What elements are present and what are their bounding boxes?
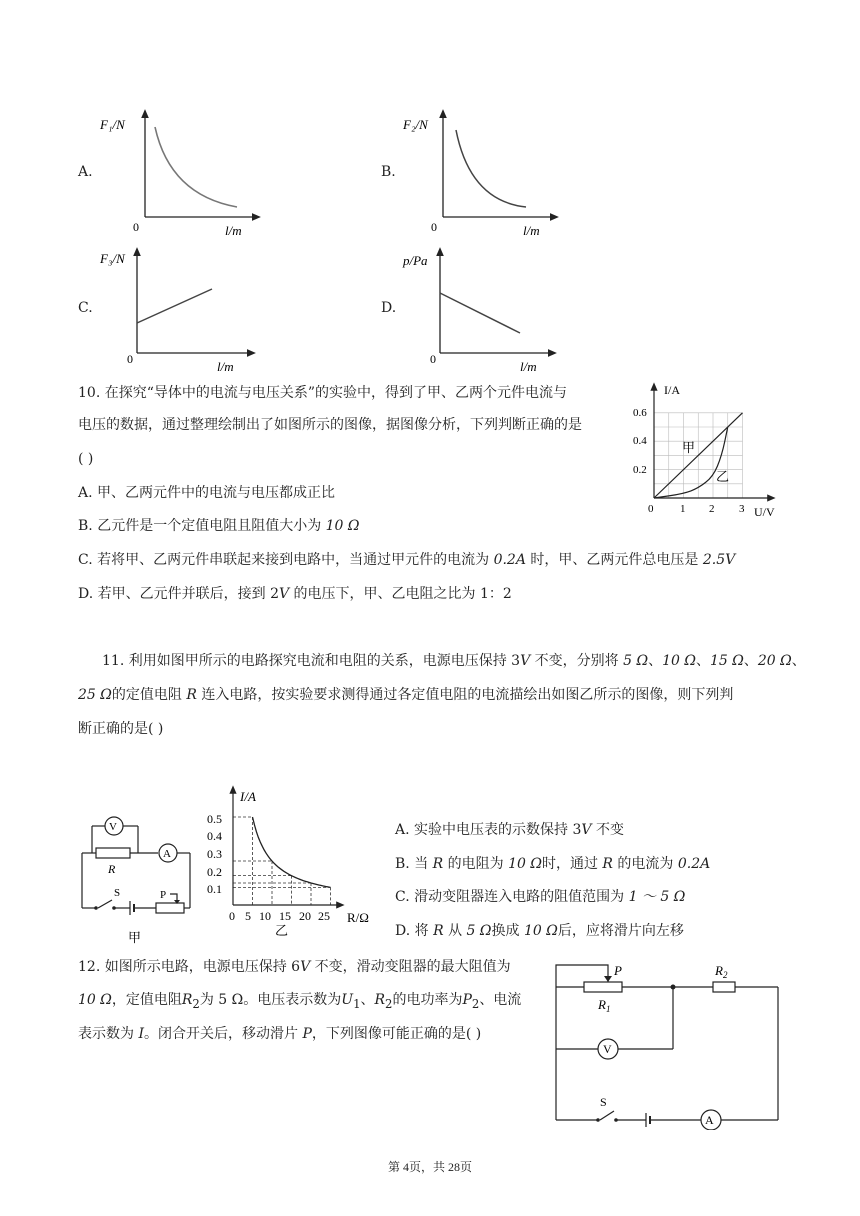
q10-stem-line1: 10. 在探究“导体中的电流与电压关系”的实验中，得到了甲、乙两个元件电流与 <box>78 385 568 401</box>
q11-graph-caption: 乙 <box>275 923 289 938</box>
q11-xtick: 10 <box>259 909 271 923</box>
option-c-origin: 0 <box>127 352 133 366</box>
q11-ytick: 0.5 <box>207 812 222 826</box>
ammeter-label: A <box>163 848 171 860</box>
q11-stem-line1: 11. 利用如图甲所示的电路探究电流和电阻的关系，电源电压保持 3V 不变，分别将 5 Ω、10 Ω、15 Ω、20 Ω、 <box>102 653 806 669</box>
option-b-letter: B. <box>381 164 396 180</box>
q11-ytick: 0.1 <box>207 882 222 896</box>
option-c-letter: C. <box>78 300 93 316</box>
q10-option-d: D. 若甲、乙元件并联后，接到 2V 的电压下，甲、乙电阻之比为 1：2 <box>78 586 512 602</box>
q10-option-b: B. 乙元件是一个定值电阻且阻值大小为 10 Ω <box>78 518 360 534</box>
q11-xtick: 15 <box>279 909 291 923</box>
q12-switch-label: S <box>600 1095 607 1109</box>
q10-answer-paren: ( ) <box>78 451 94 467</box>
q11-option-d: D. 将 R 从 5 Ω换成 10 Ω后，应将滑片向左移 <box>395 923 684 939</box>
switch-label: S <box>114 887 121 899</box>
q10-xlabel: U/V <box>754 505 775 519</box>
q10-label-yi: 乙 <box>716 469 730 484</box>
q11-circuit-jia <box>72 808 202 948</box>
q11-xtick: 5 <box>245 909 251 923</box>
option-b-ylabel: F₂/N <box>403 117 428 132</box>
voltmeter-label: V <box>109 821 117 833</box>
q11-xtick: 20 <box>299 909 311 923</box>
q12-ammeter-label: A <box>705 1113 714 1127</box>
q12-r1-label: $R_1$ <box>598 997 611 1014</box>
option-d-xlabel: l/m <box>520 359 537 373</box>
q12-slider-label: P <box>614 963 622 978</box>
q11-ytick: 0.2 <box>207 865 222 879</box>
q11-ytick: 0.4 <box>207 829 222 843</box>
q10-option-c: C. 若将甲、乙两元件串联起来接到电路中，当通过甲元件的电流为 0.2A 时，甲、乙两元件总电压是 2.5V <box>78 552 736 568</box>
option-a-letter: A. <box>78 164 93 180</box>
option-c-ylabel: F₃/N <box>100 251 125 266</box>
option-d-origin: 0 <box>430 352 436 366</box>
q11-xtick: 25 <box>318 909 330 923</box>
q11-ylabel: I/A <box>240 789 256 804</box>
q12-stem-line2: 10 Ω，定值电阻$R_2$为 5 Ω。电压表示数为$U_1$、$R_2$的电功率为$P_2$、电流 <box>78 992 522 1011</box>
option-c-graph <box>95 243 265 373</box>
option-a-origin: 0 <box>133 220 139 234</box>
q10-xtick: 2 <box>709 503 715 515</box>
q11-circuit-caption: 甲 <box>128 930 142 945</box>
q12-r2-label: $R_2$ <box>715 963 728 980</box>
q11-ytick: 0.3 <box>207 847 222 861</box>
q11-dashed-guides <box>233 817 331 905</box>
q11-option-b: B. 当 R 的电阻为 10 Ω时，通过 R 的电流为 0.2A <box>395 856 711 872</box>
option-d-graph <box>398 243 568 373</box>
q11-ir-graph <box>205 783 385 938</box>
q11-option-c: C. 滑动变阻器连入电路的阻值范围为 1 ～ 5 Ω <box>395 889 686 905</box>
slider-label: P <box>160 889 167 901</box>
option-d-letter: D. <box>381 300 397 316</box>
q10-ytick: 0.2 <box>633 464 647 476</box>
option-c-xlabel: l/m <box>217 359 234 373</box>
q12-stem-line3: 表示数为 I。闭合开关后，移动滑片 P，下列图像可能正确的是( ) <box>78 1026 482 1042</box>
option-a-xlabel: l/m <box>225 223 242 235</box>
option-b-graph <box>398 105 568 235</box>
q10-ylabel: I/A <box>664 383 680 397</box>
q12-circuit <box>548 955 788 1130</box>
q10-xtick: 0 <box>648 503 654 515</box>
resistor-label: R <box>108 862 116 876</box>
q12-voltmeter-label: V <box>603 1042 612 1056</box>
q10-ytick: 0.6 <box>633 407 647 419</box>
q11-option-a: A. 实验中电压表的示数保持 3V 不变 <box>395 822 624 838</box>
option-a-ylabel: F₁/N <box>100 117 125 132</box>
q10-option-a: A. 甲、乙两元件中的电流与电压都成正比 <box>78 485 336 501</box>
q11-xlabel: R/Ω <box>347 910 369 925</box>
q10-xtick: 3 <box>739 503 745 515</box>
option-b-xlabel: l/m <box>523 223 540 235</box>
q11-stem-line2: 25 Ω的定值电阻 R 连入电路，按实验要求测得通过各定值电阻的电流描绘出如图乙所示的图像，则下列判 <box>78 687 734 703</box>
q10-iu-graph <box>632 380 782 520</box>
q11-xtick: 0 <box>229 909 235 923</box>
q10-ytick: 0.4 <box>633 435 647 447</box>
option-d-ylabel: p/Pa <box>403 253 428 268</box>
option-a-graph <box>95 105 265 235</box>
q11-stem-line3: 断正确的是( ) <box>78 721 164 737</box>
q12-stem-line1: 12. 如图所示电路，电源电压保持 6V 不变，滑动变阻器的最大阻值为 <box>78 959 511 975</box>
q10-xtick: 1 <box>680 503 686 515</box>
q10-stem-line2: 电压的数据，通过整理绘制出了如图所示的图像，据图像分析，下列判断正确的是 <box>78 417 582 433</box>
page-footer: 第 4页，共 28页 <box>387 1160 472 1174</box>
q10-label-jia: 甲 <box>682 440 696 455</box>
option-b-origin: 0 <box>431 220 437 234</box>
